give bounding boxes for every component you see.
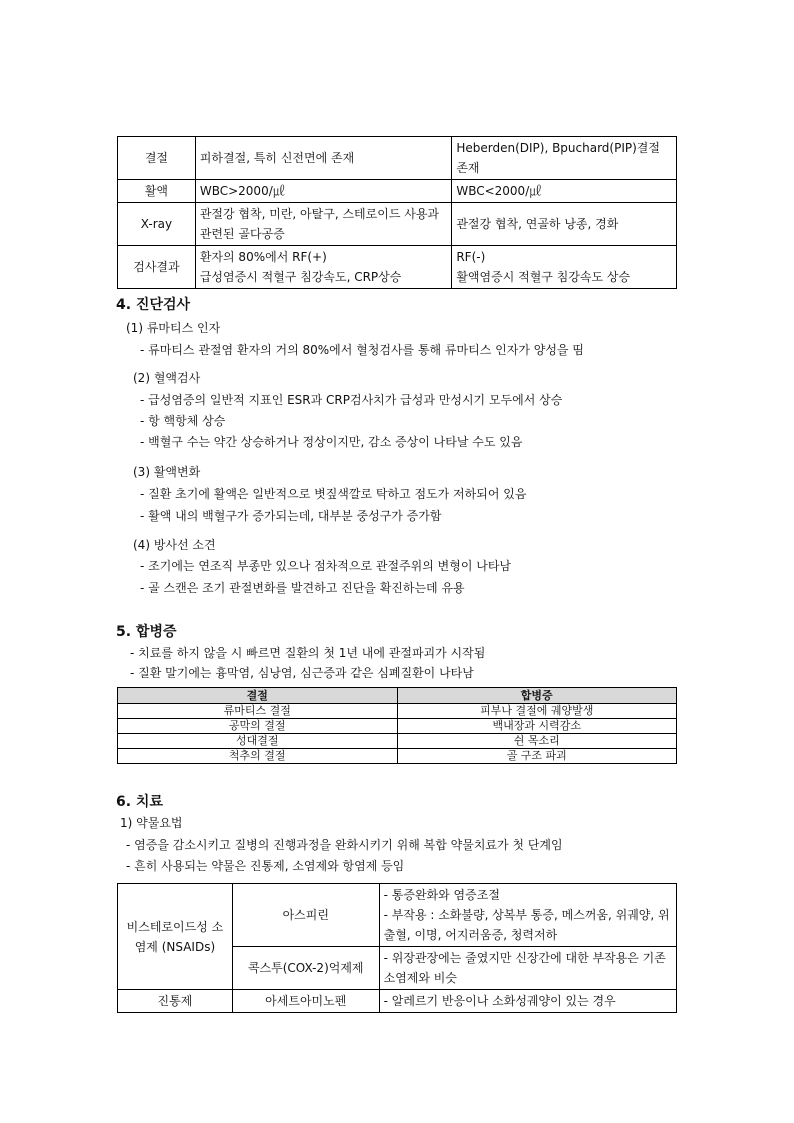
table-header-row [118, 688, 677, 704]
drug-group-label: 비스테로이드성 소염제 (NSAIDs) [118, 884, 233, 990]
cell-line: - 알레르기 반응이나 소화성궤양이 있는 경우 [383, 994, 616, 1008]
list-item: - 흔히 사용되는 약물은 진통제, 소염제와 항염제 등임 [126, 859, 405, 873]
table-cell [379, 884, 676, 947]
table-row [118, 990, 677, 1013]
table-cell: 관절강 협착, 연골하 낭종, 경화 [452, 203, 677, 246]
cell-line: 활액염증시 적혈구 침강속도 상승 [456, 270, 631, 284]
list-item: - 활액 내의 백혈구가 증가되는데, 대부분 중성구가 증가함 [140, 509, 442, 523]
subsection-title: (4) 방사선 소견 [133, 538, 216, 552]
row-label: 검사결과 [118, 246, 196, 289]
table-cell: 관절강 협착, 미란, 아탈구, 스테로이드 사용과관련된 골다공증 [195, 203, 451, 246]
table-row [118, 203, 677, 246]
drug-name: 아스피린 [232, 884, 379, 947]
list-item: - 급성염증의 일반적 지표인 ESR과 CRP검사치가 급성과 만성시기 모두에서 상승 [140, 393, 563, 407]
list-item: - 백혈구 수는 약간 상승하거나 정상이지만, 감소 증상이 나타날 수도 있음 [140, 435, 523, 449]
column-header: 결절 [118, 688, 398, 704]
table-row [118, 719, 677, 734]
cell-line: - 부작용 : 소화불량, 상복부 통증, 메스꺼움, 위궤양, 위출혈, 이명, 어지러움증, 청력저하 [383, 908, 670, 942]
table-row [118, 884, 677, 947]
table-cell [379, 990, 676, 1013]
drug-name: 콕스투(COX-2)억제제 [232, 947, 379, 990]
cell-line: - 통증완화와 염증조절 [383, 888, 500, 902]
table-cell: Heberden(DIP), Bpuchard(PIP)결절 존재 [452, 137, 677, 180]
cell-line: - 위장관장에는 줄였지만 신장간에 대한 부작용은 기존 소염제와 비슷 [383, 951, 666, 985]
table-cell [452, 246, 677, 289]
row-label: X-ray [118, 203, 196, 246]
list-item: - 염증을 감소시키고 질병의 진행과정을 완화시키기 위해 복합 약물치료가 첫 단계임 [126, 838, 563, 852]
row-label: 결절 [118, 137, 196, 180]
table-cell: 백내장과 시력감소 [397, 719, 677, 734]
table-cell [195, 246, 451, 289]
table-cell: 피하결절, 특히 신전면에 존재 [195, 137, 451, 180]
list-item: - 질환 말기에는 흉막염, 심낭염, 심근증과 같은 심폐질환이 나타남 [130, 666, 474, 680]
column-header: 합병증 [397, 688, 677, 704]
table-cell: 피부나 결절에 궤양발생 [397, 704, 677, 719]
table-row [118, 749, 677, 764]
treatment-table [117, 883, 677, 1013]
table-cell: 류마티스 결절 [118, 704, 398, 719]
subsection-title: (3) 활액변화 [133, 465, 201, 479]
table-cell: 골 구조 파괴 [397, 749, 677, 764]
cell-line: RF(-) [456, 250, 486, 264]
drug-name: 아세트아미노펜 [232, 990, 379, 1013]
table-cell: 척추의 결절 [118, 749, 398, 764]
list-item: - 류마티스 관절염 환자의 거의 80%에서 혈청검사를 통해 류마티스 인자가 양성을 띰 [140, 343, 584, 357]
complications-table [117, 687, 677, 764]
section-heading: 4. 진단검사 [116, 297, 191, 313]
list-item: - 항 핵항체 상승 [140, 414, 226, 428]
list-item: - 조기에는 연조직 부종만 있으나 점차적으로 관절주위의 변형이 나타남 [140, 559, 512, 573]
row-label: 활액 [118, 180, 196, 203]
section-heading: 6. 치료 [116, 794, 163, 810]
table-row [118, 734, 677, 749]
list-item: - 골 스캔은 조기 관절변화를 발견하고 진단을 확진하는데 유용 [140, 581, 465, 595]
row-label: 진통제 [118, 990, 233, 1013]
table-cell: 공막의 결절 [118, 719, 398, 734]
subsection-title: (1) 류마티스 인자 [126, 321, 221, 335]
subsection-title: (2) 혈액검사 [133, 371, 201, 385]
cell-line: 환자의 80%에서 RF(+) [199, 250, 327, 264]
list-item: - 질환 초기에 활액은 일반적으로 볏짚색깔로 탁하고 점도가 저하되어 있음 [140, 487, 527, 501]
subsection-title: 1) 약물요법 [120, 816, 183, 830]
table-row [118, 137, 677, 180]
table-cell: WBC<2000/㎕ [452, 180, 677, 203]
table-row [118, 180, 677, 203]
table-row [118, 704, 677, 719]
comparison-table [117, 136, 677, 289]
table-cell: 성대결절 [118, 734, 398, 749]
list-item: - 치료를 하지 않을 시 빠르면 질환의 첫 1년 내에 관절파괴가 시작됨 [130, 646, 486, 660]
section-heading: 5. 합병증 [116, 624, 177, 640]
table-row [118, 246, 677, 289]
table-cell: WBC>2000/㎕ [195, 180, 451, 203]
table-cell: 쉰 목소리 [397, 734, 677, 749]
table-cell [379, 947, 676, 990]
cell-line: 급성염증시 적혈구 침강속도, CRP상승 [199, 270, 402, 284]
